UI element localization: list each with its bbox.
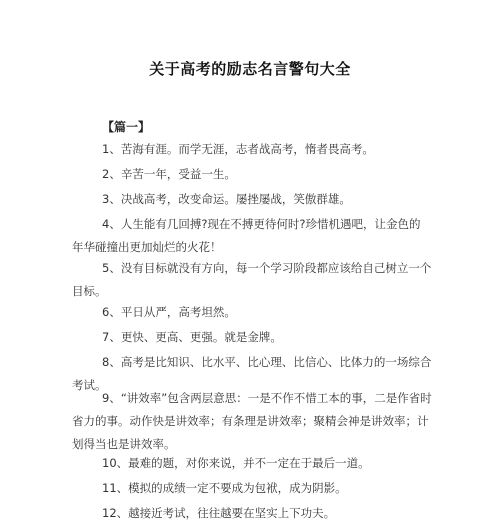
- quote-item: 4、人生能有几回搏?现在不搏更待何时?珍惜机遇吧，让金色的年华碰撞出更加灿烂的火花！: [72, 217, 421, 254]
- quote-item: 11、模拟的成绩一定不要成为包袱，成为阴影。: [102, 481, 347, 495]
- quote-item: 2、辛苦一年，受益一生。: [102, 167, 236, 181]
- quote-item: 8、高考是比知识、比水平、比心理、比信心、比体力的一场综合考试。: [72, 355, 432, 392]
- quote-item: 3、决战高考，改变命运。屡挫屡战，笑傲群雄。: [102, 192, 351, 206]
- quote-item: 6、平日从严，高考坦然。: [102, 305, 236, 319]
- quote-item: 12、越接近考试，往往越要在坚实上下功夫。: [102, 506, 336, 520]
- quote-item: 5、没有目标就没有方向，每一个学习阶段都应该给自己树立一个目标。: [72, 261, 432, 298]
- quote-item: 1、苦海有涯。而学无涯，志者战高考，惰者畏高考。: [102, 142, 374, 156]
- document-title: 关于高考的励志名言警句大全: [149, 60, 351, 78]
- quote-item: 9、“讲效率”包含两层意思：一是不作不惜工本的事，二是作省时省力的事。动作快是讲效率；有条理是讲效率；聚精会神是讲效率；计划得当也是讲效率。: [72, 391, 432, 451]
- section-heading: 【篇一】: [102, 120, 151, 134]
- quote-item: 7、更快、更高、更强。就是金牌。: [102, 330, 282, 344]
- quote-item: 10、最难的题，对你来说，并不一定在于最后一道。: [102, 456, 370, 470]
